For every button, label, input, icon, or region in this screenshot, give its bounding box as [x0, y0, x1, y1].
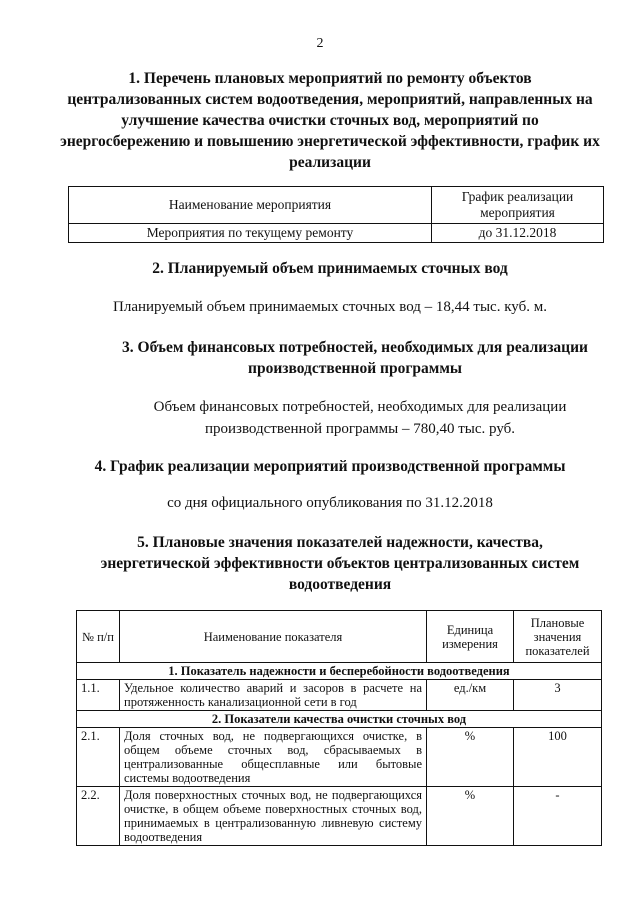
- section-2-text: Планируемый объем принимаемых сточных вод – 18,44 тыс. куб. м.: [113, 299, 547, 315]
- header-indicator: Наименование показателя: [120, 611, 427, 663]
- row-indicator: Доля сточных вод, не подвергающихся очистке, в общем объеме сточных вод, сбрасываемых в централизованные общесплавные или бытовые системы водоотведения: [120, 728, 427, 787]
- col-schedule: График реализации мероприятия: [432, 187, 604, 224]
- indicators-table: [76, 610, 602, 846]
- section-3-title: 3. Объем финансовых потребностей, необходимых для реализации производственной программы: [122, 339, 588, 377]
- section-4-text: со дня официального опубликования по 31.12.2018: [167, 495, 493, 511]
- header-unit: Единица измерения: [427, 611, 514, 663]
- row-number: 2.2.: [77, 787, 120, 846]
- row-value: 100: [514, 728, 602, 787]
- header-planned-value: Плановые значения показателей: [514, 611, 602, 663]
- section-1-title: 1. Перечень плановых мероприятий по ремонту объектов централизованных систем водоотведения, мероприятий, направленных на улучшение качества очистки сточных вод, мероприятий по энергосбережению и повышению энергетической эффективности, график их реализации: [60, 70, 600, 171]
- section-5-title: 5. Плановые значения показателей надежности, качества, энергетической эффективности объектов централизованных систем водоотведения: [100, 534, 580, 593]
- table-row: [77, 787, 602, 846]
- header-number: № п/п: [77, 611, 120, 663]
- section-row-quality: 2. Показатели качества очистки сточных вод: [77, 711, 602, 728]
- row-value: -: [514, 787, 602, 846]
- section-2-title: 2. Планируемый объем принимаемых сточных вод: [152, 260, 508, 277]
- row-unit: ед./км: [427, 680, 514, 711]
- section-4-title: 4. График реализации мероприятий производственной программы: [94, 458, 566, 475]
- table-row: [77, 728, 602, 787]
- section-3-text: Объем финансовых потребностей, необходимых для реализации производственной программы – 780,40 тыс. руб.: [153, 399, 567, 437]
- row-unit: %: [427, 728, 514, 787]
- row-unit: %: [427, 787, 514, 846]
- measure-name-cell: Мероприятия по текущему ремонту: [69, 224, 432, 243]
- section-row-reliability: 1. Показатель надежности и бесперебойности водоотведения: [77, 663, 602, 680]
- measures-table: [68, 186, 604, 243]
- row-number: 2.1.: [77, 728, 120, 787]
- table-row: [77, 680, 602, 711]
- row-value: 3: [514, 680, 602, 711]
- measure-date-cell: до 31.12.2018: [432, 224, 604, 243]
- page-number: 2: [316, 36, 324, 51]
- col-measure-name: Наименование мероприятия: [69, 187, 432, 224]
- row-number: 1.1.: [77, 680, 120, 711]
- row-indicator: Доля поверхностных сточных вод, не подвергающихся очистке, в общем объеме поверхностных сточных вод, принимаемых в централизованную ливневую систему водоотведения: [120, 787, 427, 846]
- row-indicator: Удельное количество аварий и засоров в расчете на протяженность канализационной сети в год: [120, 680, 427, 711]
